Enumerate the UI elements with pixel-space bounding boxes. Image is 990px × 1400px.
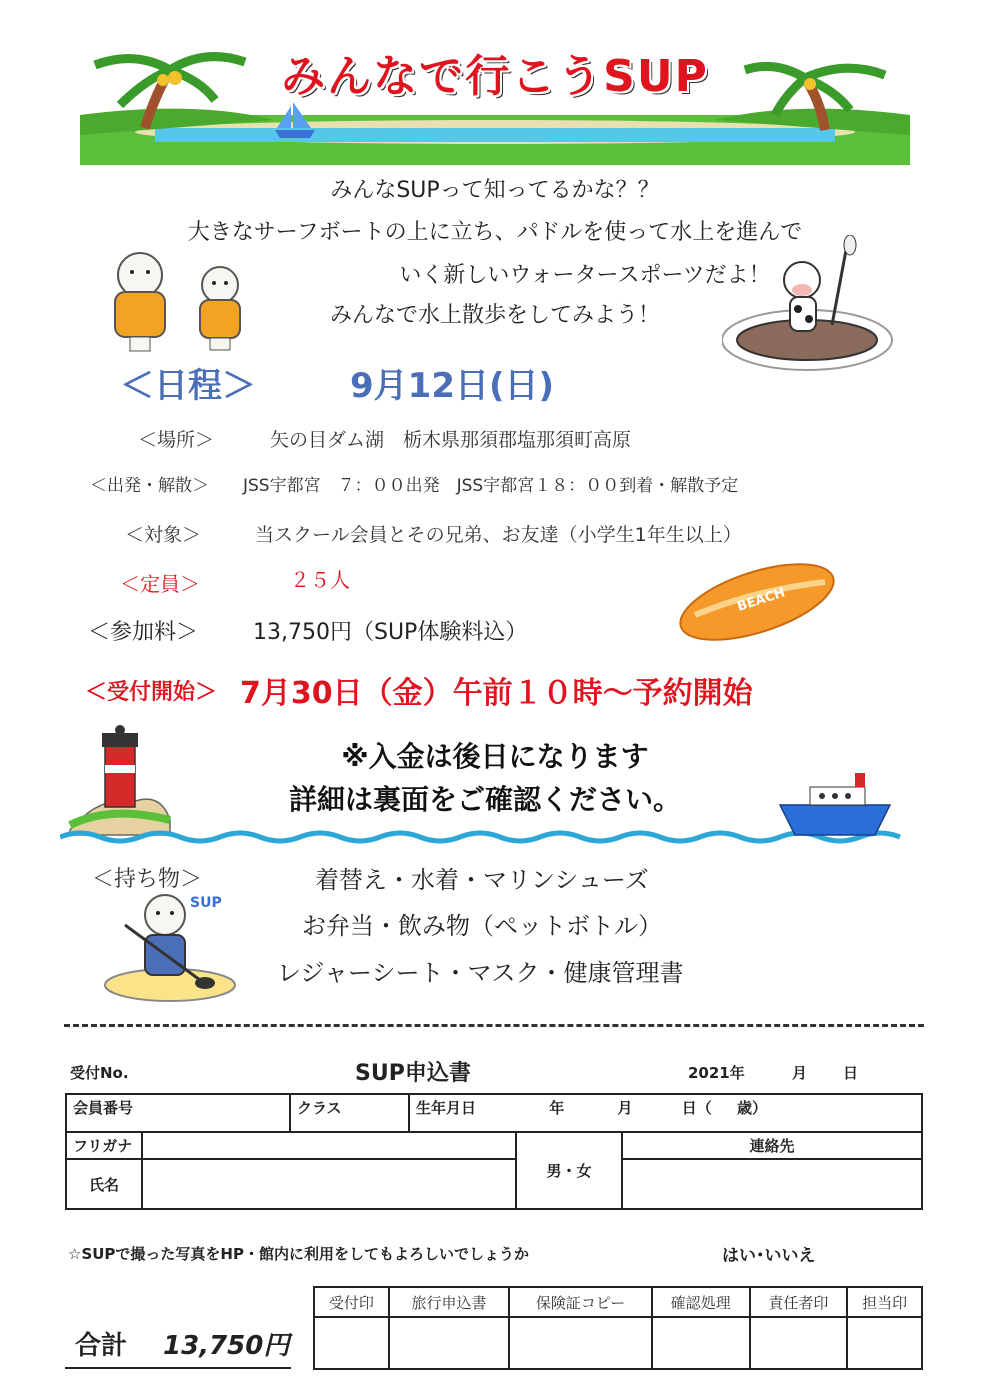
class-cell[interactable]	[290, 1094, 409, 1132]
member-no-label: 会員番号	[73, 1099, 134, 1117]
stamp-box-reception[interactable]	[314, 1317, 389, 1369]
stamp-box-insurance-copy[interactable]	[509, 1317, 652, 1369]
reception-label: ＜受付開始＞	[85, 680, 218, 705]
name-label-cell	[66, 1159, 142, 1209]
intro-line-4: みんなで水上散歩をしてみよう！	[329, 303, 660, 328]
notice-line-2: 詳細は裏面をご確認ください。	[288, 783, 681, 816]
schedule-value: 9月12日(日)	[350, 366, 555, 406]
stamp-header-travel-application: 旅行申込書	[389, 1287, 510, 1317]
schedule-label: ＜日程＞	[120, 366, 256, 406]
page-title: みんなで行こうSUP	[281, 51, 709, 102]
stamp-header-reception: 受付印	[314, 1287, 389, 1317]
birth-month-label: 月	[617, 1099, 633, 1117]
name-label: 氏名	[88, 1175, 119, 1194]
intro-line-3: いく新しいウォータースポーツだよ！	[399, 263, 771, 288]
furigana-label: フリガナ	[73, 1137, 133, 1155]
furigana-label-cell	[66, 1132, 142, 1159]
belongings-item-1: 着替え・水着・マリンシューズ	[315, 866, 649, 894]
application-table-name	[65, 1131, 923, 1210]
cut-line	[64, 1024, 924, 1027]
photo-consent-answer[interactable]: はい･いいえ	[722, 1246, 816, 1266]
capacity-value: ２５人	[290, 568, 350, 592]
fee-label: ＜参加料＞	[88, 620, 199, 645]
departure-label: ＜出発・解散＞	[90, 476, 209, 496]
stamp-box-confirmation[interactable]	[652, 1317, 750, 1369]
stamp-header-manager: 責任者印	[750, 1287, 848, 1317]
name-input-cell[interactable]	[142, 1159, 516, 1209]
place-label: ＜場所＞	[138, 429, 215, 451]
bears-lifejacket-illustration	[95, 250, 260, 355]
intro-line-2: 大きなサーフボートの上に立ち、パドルを使って水上を進んで	[187, 220, 803, 245]
stamp-header-confirmation: 確認処理	[652, 1287, 750, 1317]
furigana-input-cell[interactable]	[142, 1132, 516, 1159]
surfboard-illustration	[675, 560, 840, 645]
stamp-box-staff[interactable]	[847, 1317, 922, 1369]
form-date-month: 月	[792, 1064, 808, 1082]
stamp-box-travel-application[interactable]	[389, 1317, 510, 1369]
form-date-year: 2021年	[688, 1064, 745, 1082]
belongings-label: ＜持ち物＞	[92, 867, 203, 892]
target-value: 当スクール会員とその兄弟、お友達（小学生1年生以上）	[255, 524, 742, 546]
member-no-cell[interactable]	[66, 1094, 290, 1132]
capacity-label: ＜定員＞	[120, 572, 200, 596]
receipt-no-label: 受付No.	[70, 1064, 129, 1082]
fee-value: 13,750円（SUP体験料込）	[253, 620, 528, 645]
age-label: 歳）	[737, 1099, 768, 1117]
contact-label: 連絡先	[749, 1137, 795, 1155]
stamp-table	[313, 1286, 923, 1370]
application-table	[65, 1093, 923, 1133]
birthdate-label: 生年月日	[416, 1099, 477, 1117]
bear-sign-text: SUP	[190, 895, 222, 911]
intro-line-1: みんなSUPって知ってるかな？？	[330, 178, 660, 203]
contact-label-cell	[622, 1132, 922, 1159]
belongings-item-2: お弁当・飲み物（ペットボトル）	[302, 912, 662, 940]
form-date-day: 日	[843, 1064, 859, 1082]
total-underline	[65, 1367, 291, 1369]
birth-year-label: 年	[549, 1099, 565, 1117]
notice-line-1: ※入金は後日になります	[341, 740, 649, 773]
photo-consent-question: ☆SUPで撮った写真をHP・館内に利用をしてもよろしいでしょうか	[68, 1245, 529, 1263]
stamp-box-manager[interactable]	[750, 1317, 848, 1369]
birthdate-cell[interactable]	[409, 1094, 922, 1132]
bear-paddling-illustration	[100, 885, 240, 1005]
departure-value: JSS宇都宮 ７：００出発 JSS宇都宮１８：００到着・解散予定	[243, 476, 739, 496]
contact-input-cell[interactable]	[622, 1159, 922, 1209]
reception-value: 7月30日（金）午前１０時～予約開始	[240, 676, 753, 711]
total-value: 13,750円	[163, 1331, 290, 1361]
place-value: 矢の目ダム湖 栃木県那須郡塩那須町高原	[270, 429, 632, 451]
stamp-header-insurance-copy: 保険証コピー	[509, 1287, 652, 1317]
target-label: ＜対象＞	[125, 524, 202, 546]
total-label: 合計	[75, 1331, 128, 1361]
stamp-header-staff: 担当印	[847, 1287, 922, 1317]
cow-on-sup-illustration	[722, 235, 902, 375]
gender-label: 男・女	[546, 1162, 592, 1180]
form-title: SUP申込書	[355, 1061, 471, 1086]
belongings-item-3: レジャーシート・マスク・健康管理書	[277, 959, 684, 987]
birth-day-label: 日（	[681, 1099, 712, 1117]
surfboard-text: BEACH	[735, 585, 788, 615]
class-label: クラス	[297, 1099, 342, 1117]
gender-cell[interactable]	[516, 1132, 622, 1209]
